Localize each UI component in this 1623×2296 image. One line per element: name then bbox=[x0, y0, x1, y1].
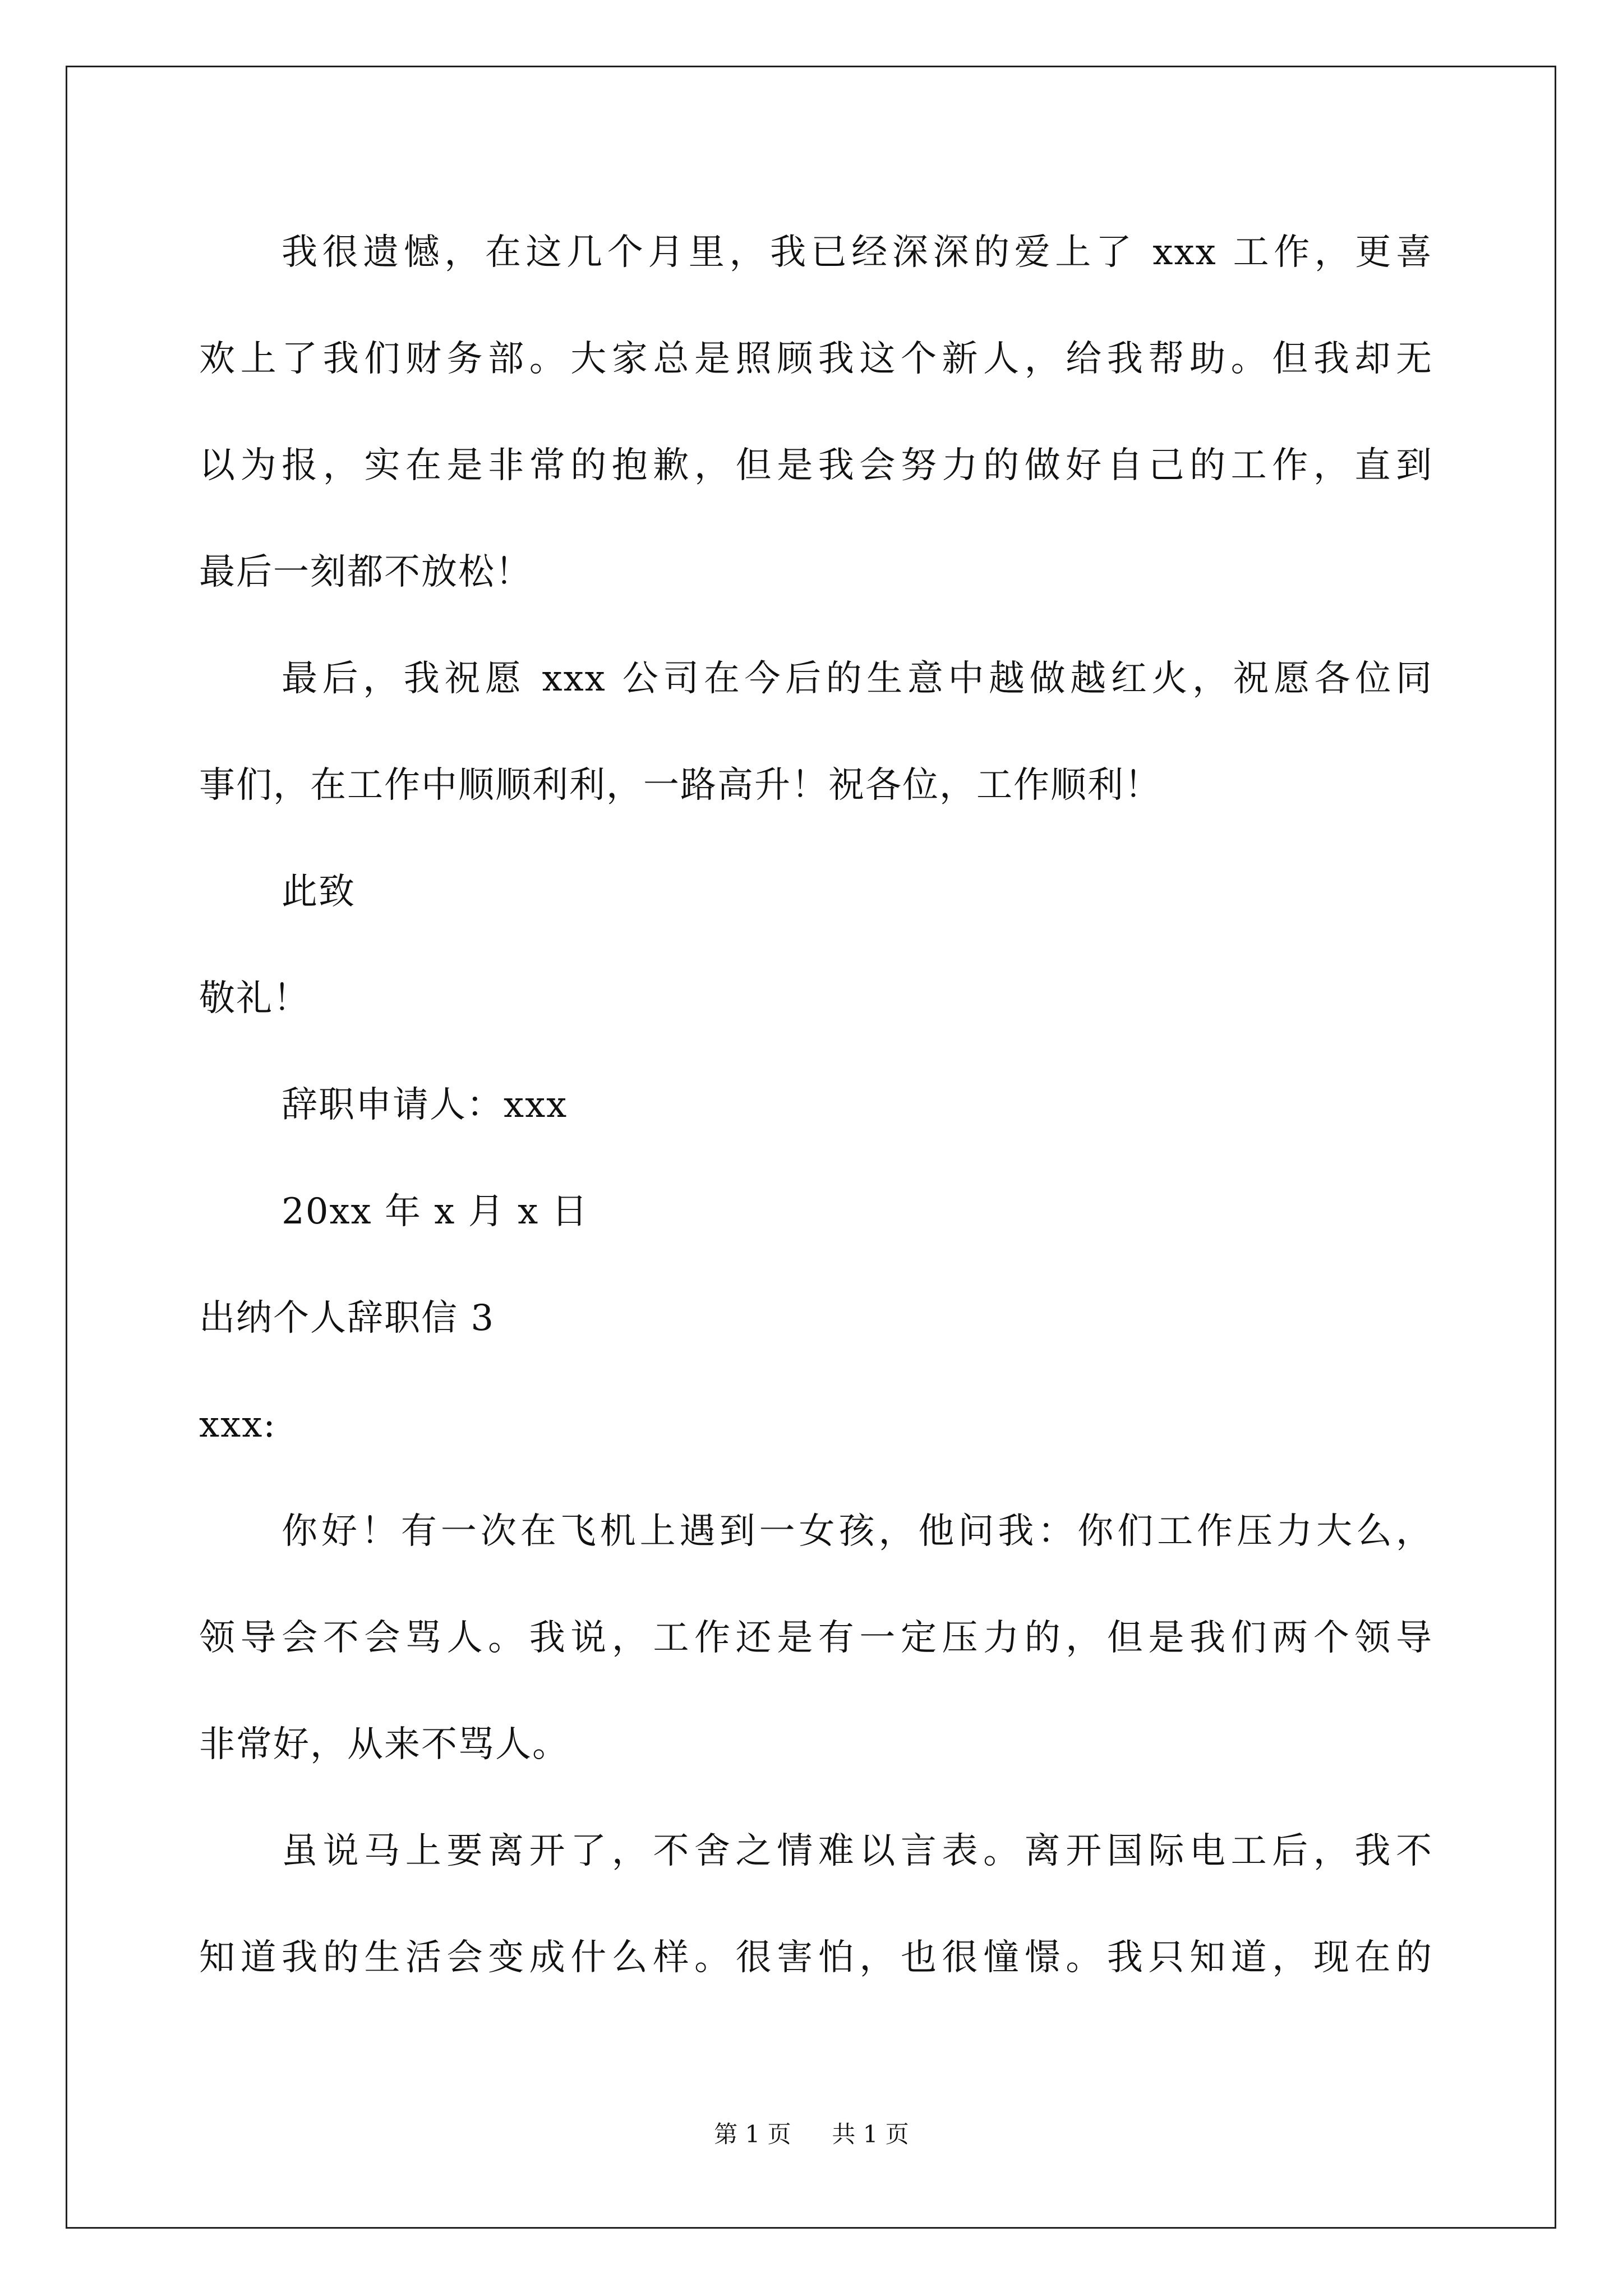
paragraph-line: 你好！有一次在飞机上遇到一女孩，他问我：你们工作压力大么， bbox=[282, 1511, 1433, 1552]
paragraph-line: 最后一刻都不放松！ bbox=[199, 551, 532, 593]
paragraph-line: 知道我的生活会变成什么样。很害怕，也很憧憬。我只知道，现在的 bbox=[199, 1937, 1433, 1978]
letter-addressee: xxx: bbox=[199, 1404, 276, 1446]
page-number-total: 共 1 页 bbox=[832, 2120, 909, 2148]
paragraph-line: 以为报，实在是非常的抱歉，但是我会努力的做好自己的工作，直到 bbox=[199, 445, 1433, 486]
page-number-current: 第 1 页 bbox=[714, 2120, 791, 2148]
closing-salutation: 此致 bbox=[282, 871, 356, 913]
paragraph-line: 最后，我祝愿 xxx 公司在今后的生意中越做越红火，祝愿各位同 bbox=[282, 658, 1433, 700]
closing-regards: 敬礼！ bbox=[199, 978, 310, 1019]
page-footer bbox=[0, 2118, 1623, 2151]
signature-date: 20xx 年 x 月 x 日 bbox=[282, 1191, 589, 1232]
paragraph-line: 事们，在工作中顺顺利利，一路高升！祝各位，工作顺利！ bbox=[199, 765, 1161, 806]
paragraph-line: 我很遗憾，在这几个月里，我已经深深的爱上了 xxx 工作，更喜 bbox=[282, 232, 1433, 273]
paragraph-line: 欢上了我们财务部。大家总是照顾我这个新人，给我帮助。但我却无 bbox=[199, 338, 1433, 380]
signature-applicant: 辞职申请人：xxx bbox=[282, 1084, 568, 1126]
paragraph-line: 领导会不会骂人。我说，工作还是有一定压力的，但是我们两个领导 bbox=[199, 1617, 1433, 1659]
section-title: 出纳个人辞职信 3 bbox=[199, 1297, 495, 1339]
paragraph-line: 虽说马上要离开了，不舍之情难以言表。离开国际电工后，我不 bbox=[282, 1830, 1433, 1872]
letter-body bbox=[199, 199, 1433, 2011]
paragraph-line: 非常好，从来不骂人。 bbox=[199, 1724, 569, 1765]
